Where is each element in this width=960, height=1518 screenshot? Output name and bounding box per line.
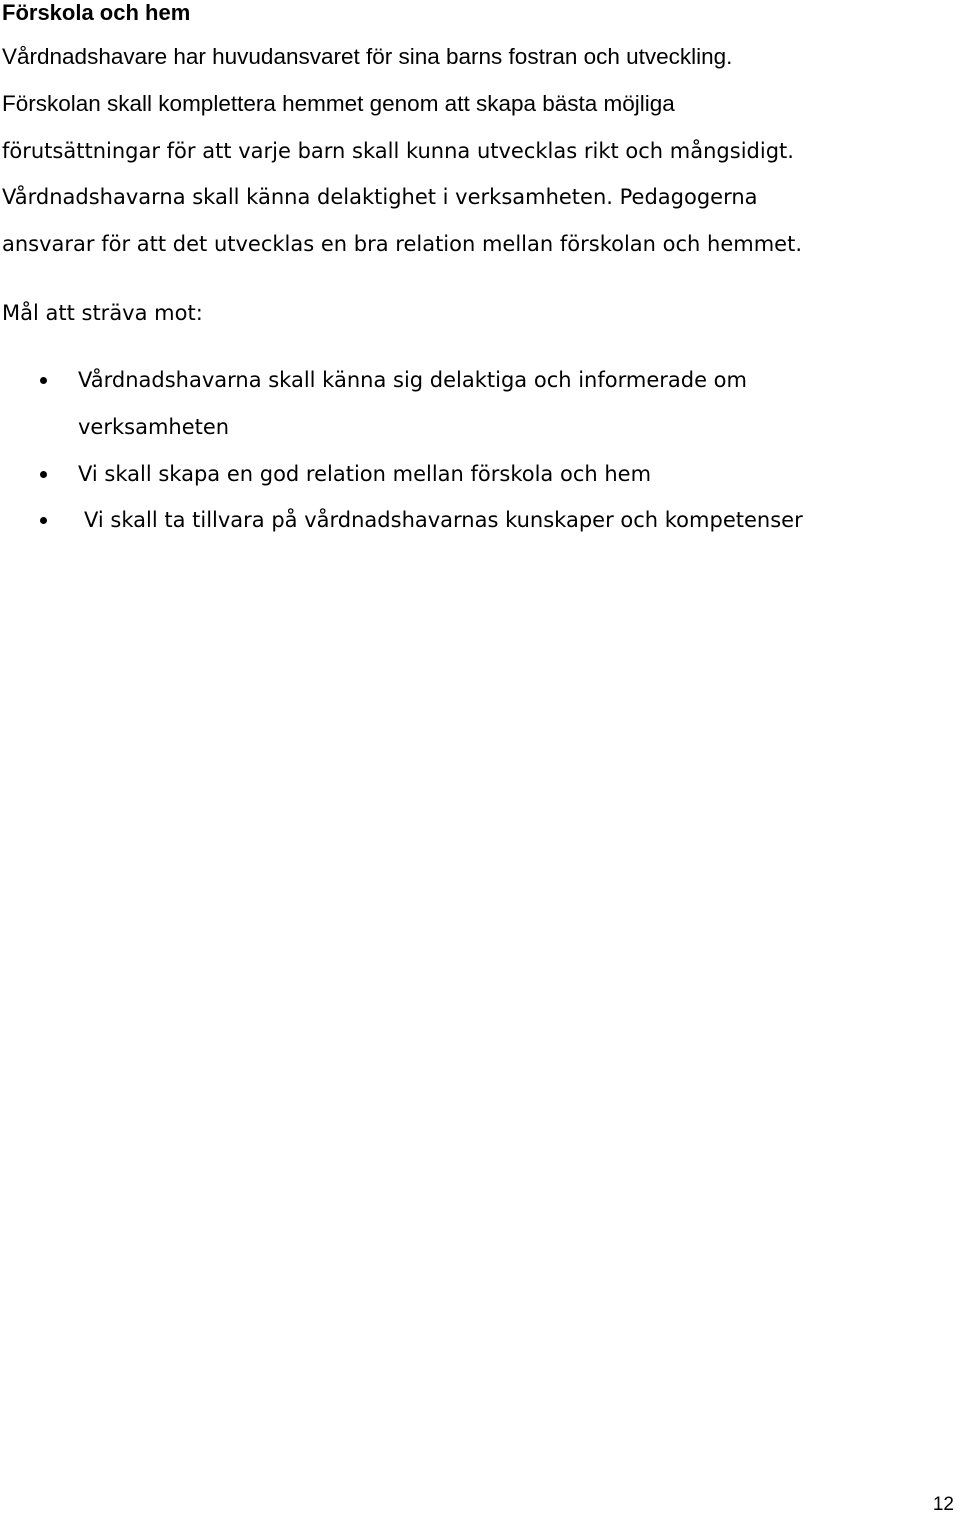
goal-text-line: Vårdnadshavarna skall känna sig delaktiga och informerade om xyxy=(78,368,747,392)
paragraph-line: ansvarar för att det utvecklas en bra relation mellan förskolan och hemmet. xyxy=(2,232,802,257)
paragraph-line: förutsättningar för att varje barn skall kunna utvecklas rikt och mångsidigt. xyxy=(2,138,794,163)
goal-text-line: verksamheten xyxy=(78,414,230,439)
page-number: 12 xyxy=(932,1494,954,1515)
goal-list-item xyxy=(0,497,803,544)
paragraph-line: Förskolan skall komplettera hemmet genom att skapa bästa möjliga xyxy=(2,90,675,116)
goal-text-line: Vi skall skapa en god relation mellan förskola och hem xyxy=(78,461,652,486)
goals-label: Mål att sträva mot: xyxy=(2,301,203,325)
bullet-icon xyxy=(40,377,47,384)
section-heading: Förskola och hem xyxy=(2,0,191,25)
bullet-icon xyxy=(40,471,47,478)
goal-list-item xyxy=(0,357,803,451)
goal-text-line: Vi skall ta tillvara på vårdnadshavarnas kunskaper och kompetenser xyxy=(84,508,803,533)
paragraph-line: Vårdnadshavare har huvudansvaret för sina barns fostran och utveckling. xyxy=(2,44,733,69)
paragraph-line: Vårdnadshavarna skall känna delaktighet i verksamheten. Pedagogerna xyxy=(2,185,758,210)
bullet-icon xyxy=(40,517,47,524)
goal-list xyxy=(0,357,803,544)
goal-list-item xyxy=(0,451,803,498)
intro-paragraph xyxy=(2,34,952,268)
